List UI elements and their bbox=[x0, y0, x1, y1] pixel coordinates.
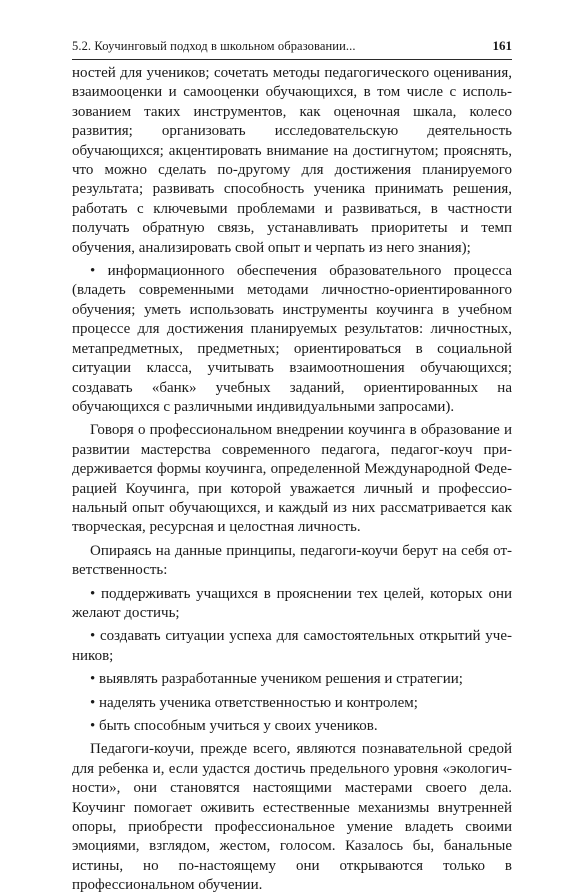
bullet-item: • наделять ученика ответственностью и контролем; bbox=[90, 694, 418, 711]
paragraph-continuation: ностей для учеников; сочетать методы педагогического оценивания, взаимооценки и самооценки обучающихся, в том числе с использованием таких инструментов, как оценочная шкала, колесо развития; организовать исследовательскую деятельность обучающихся; акцентировать внимание на достигнутом; прояснять, что можно сделать по-другому для достижения планируемого результата; развивать способность ученика принимать решения, работать с ключевыми проблемами и развиваться, в частности получать обратную связь, устанавливать приоритеты и темп обучения, анализировать свой опыт и черпать из него знания); bbox=[72, 65, 512, 256]
paragraph: Опираясь на данные принципы, педагоги-коучи берут на себя ответственность: bbox=[72, 542, 512, 579]
body-text bbox=[72, 64, 512, 896]
paragraph: Говоря о профессиональном внедрении коучинга в образование и развитии мастерства современного педагога, педагог-коуч придерживается формы коучинга, определенной Международной Федерацией Коучинга, при которой уважается личный и профессиональный опыт обучающихся, и каждый из них рассматривается как творческая, ресурсная и целостная личность. bbox=[72, 422, 512, 536]
running-header bbox=[72, 30, 512, 54]
running-title: 5.2. Коучинговый подход в школьном образовании... bbox=[72, 39, 356, 53]
page-number: 161 bbox=[492, 38, 512, 53]
bullet-item: • поддерживать учащихся в прояснении тех целей, которых они желают достичь; bbox=[72, 585, 512, 621]
bullet-item: • информационного обеспечения образовательного процесса (владеть современными методами личностно-ориентированного обучения; уметь использовать инструменты коучинга в учебном процессе для достижения планируемых результатов: личностных, метапредметных, предметных; ориентироваться в социальной ситуации класса, учитывать взаимоотношения обучающихся; создавать «банк» учебных заданий, ориентированных на обучающихся с различными индивидуальными запросами). bbox=[72, 263, 512, 415]
bullet-item: • выявлять разработанные учеником решения и стратегии; bbox=[90, 671, 463, 688]
bullet-item: • создавать ситуации успеха для самостоятельных открытий учеников; bbox=[72, 628, 512, 664]
header-rule bbox=[72, 59, 512, 60]
paragraph: Педагоги-коучи, прежде всего, являются познавательной средой для ребенка и, если удастся достичь предельного уровня «экологичности», они становятся настоящими мастерами своего дела. Коучинг помогает оживить естественные механизмы внутренней опоры, приобрести профессиональное умение владеть своими эмоциями, взглядом, жестом, голосом. Казалось бы, банальные истины, но по-настоящему они открываются только в профессиональном обучении. bbox=[72, 741, 512, 894]
bullet-item: • быть способным учиться у своих учеников. bbox=[90, 718, 378, 734]
